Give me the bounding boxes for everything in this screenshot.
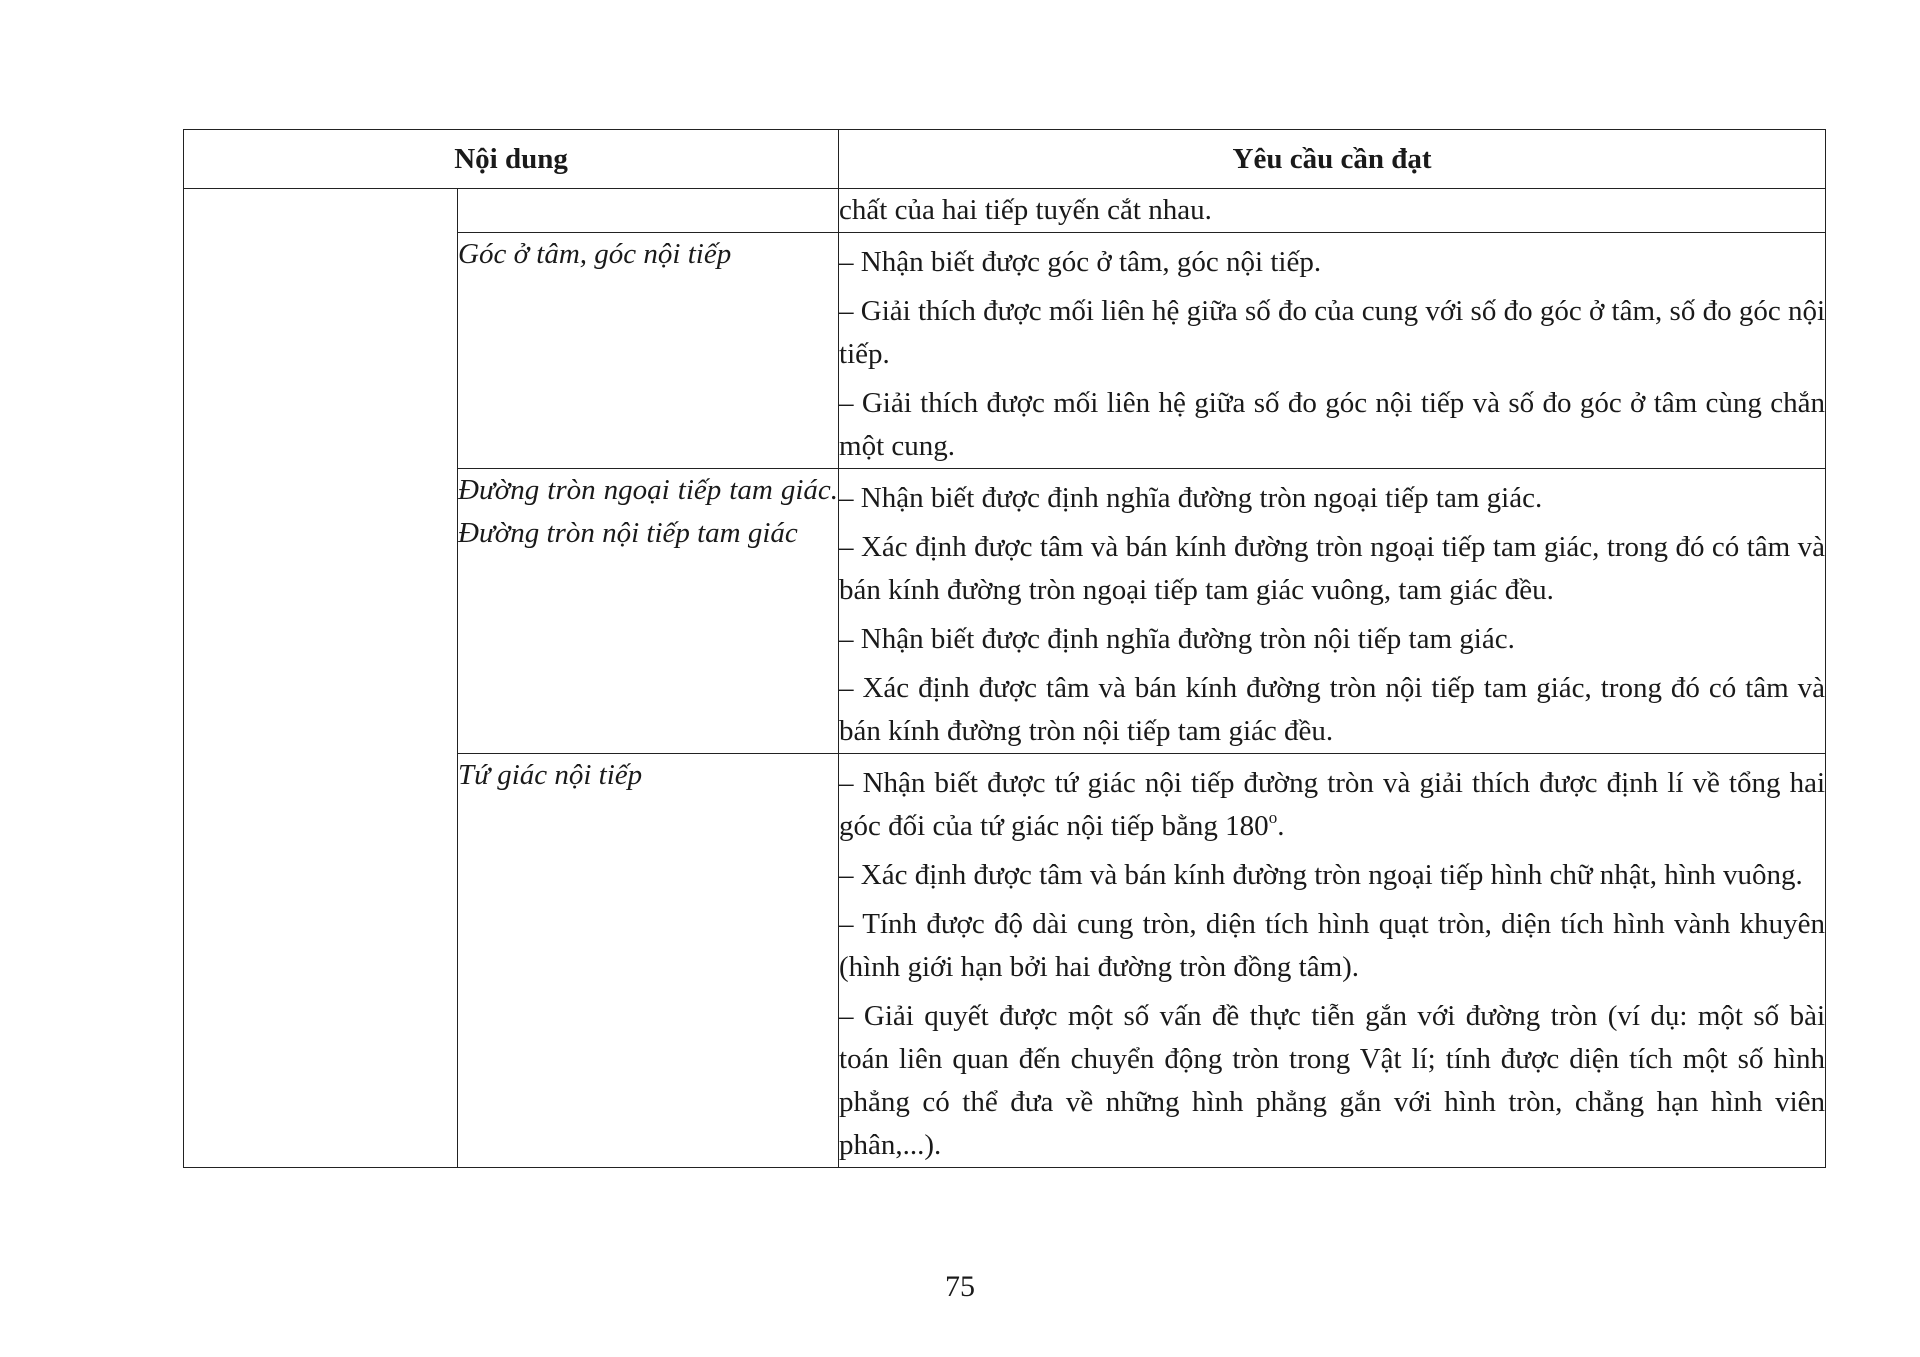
requirement-text: – Giải thích được mối liên hệ giữa số đo của cung với số đo góc ở tâm, số đo góc nội tiếp. [839,295,1826,370]
topic-cell-empty [458,189,839,233]
requirement-text: – Nhận biết được góc ở tâm, góc nội tiếp. [839,246,1322,278]
requirement-text: – Giải thích được mối liên hệ giữa số đo góc nội tiếp và số đo góc ở tâm cùng chắn một cung. [839,387,1826,462]
topic-cell: Góc ở tâm, góc nội tiếp [458,233,839,469]
section-cell-empty [184,189,458,1168]
requirement-cell [839,469,1826,754]
requirement-text: – Xác định được tâm và bán kính đường tròn ngoại tiếp hình chữ nhật, hình vuông. [839,859,1803,891]
curriculum-table [183,129,1826,1168]
requirement-text: – Giải quyết được một số vấn đề thực tiễn gắn với đường tròn (ví dụ: một số bài toán liên quan đến chuyển động tròn trong Vật lí; tính được diện tích một số hình phẳng có thể đưa về những hình phẳng gắn với hình tròn, chẳng hạn hình viên phân,...). [839,1000,1826,1161]
topic-cell: Tứ giác nội tiếp [458,754,839,1168]
requirement-text: – Nhận biết được định nghĩa đường tròn nội tiếp tam giác. [839,623,1515,655]
requirement-text: – Tính được độ dài cung tròn, diện tích hình quạt tròn, diện tích hình vành khuyên (hình giới hạn bởi hai đường tròn đồng tâm). [839,908,1826,983]
requirement-cell [839,754,1826,1168]
requirement-text [839,762,1825,848]
requirement-text: – Xác định được tâm và bán kính đường tròn nội tiếp tam giác, trong đó có tâm và bán kính đường tròn nội tiếp tam giác đều. [839,672,1826,747]
header-row [184,130,1826,189]
topic-cell: Đường tròn ngoại tiếp tam giác. Đường tròn nội tiếp tam giác [458,469,839,754]
requirement-text-tail: . [1277,810,1285,842]
requirement-text: – Xác định được tâm và bán kính đường tròn ngoại tiếp tam giác, trong đó có tâm và bán kính đường tròn ngoại tiếp tam giác vuông, tam giác đều. [839,531,1826,606]
header-requirements: Yêu cầu cần đạt [839,130,1826,189]
page-number: 75 [945,1270,975,1303]
requirement-text: chất của hai tiếp tuyến cắt nhau. [839,194,1212,226]
header-content: Nội dung [184,130,839,189]
requirement-text: – Nhận biết được định nghĩa đường tròn ngoại tiếp tam giác. [839,482,1543,514]
table-row-continuation [184,189,1826,233]
degree-superscript: o [1268,808,1278,827]
requirement-text-part: – Nhận biết được tứ giác nội tiếp đường tròn và giải thích được định lí về tổng hai góc đối của tứ giác nội tiếp bằng 180 [839,767,1826,842]
requirement-cell [839,233,1826,469]
requirement-cell [839,189,1826,233]
